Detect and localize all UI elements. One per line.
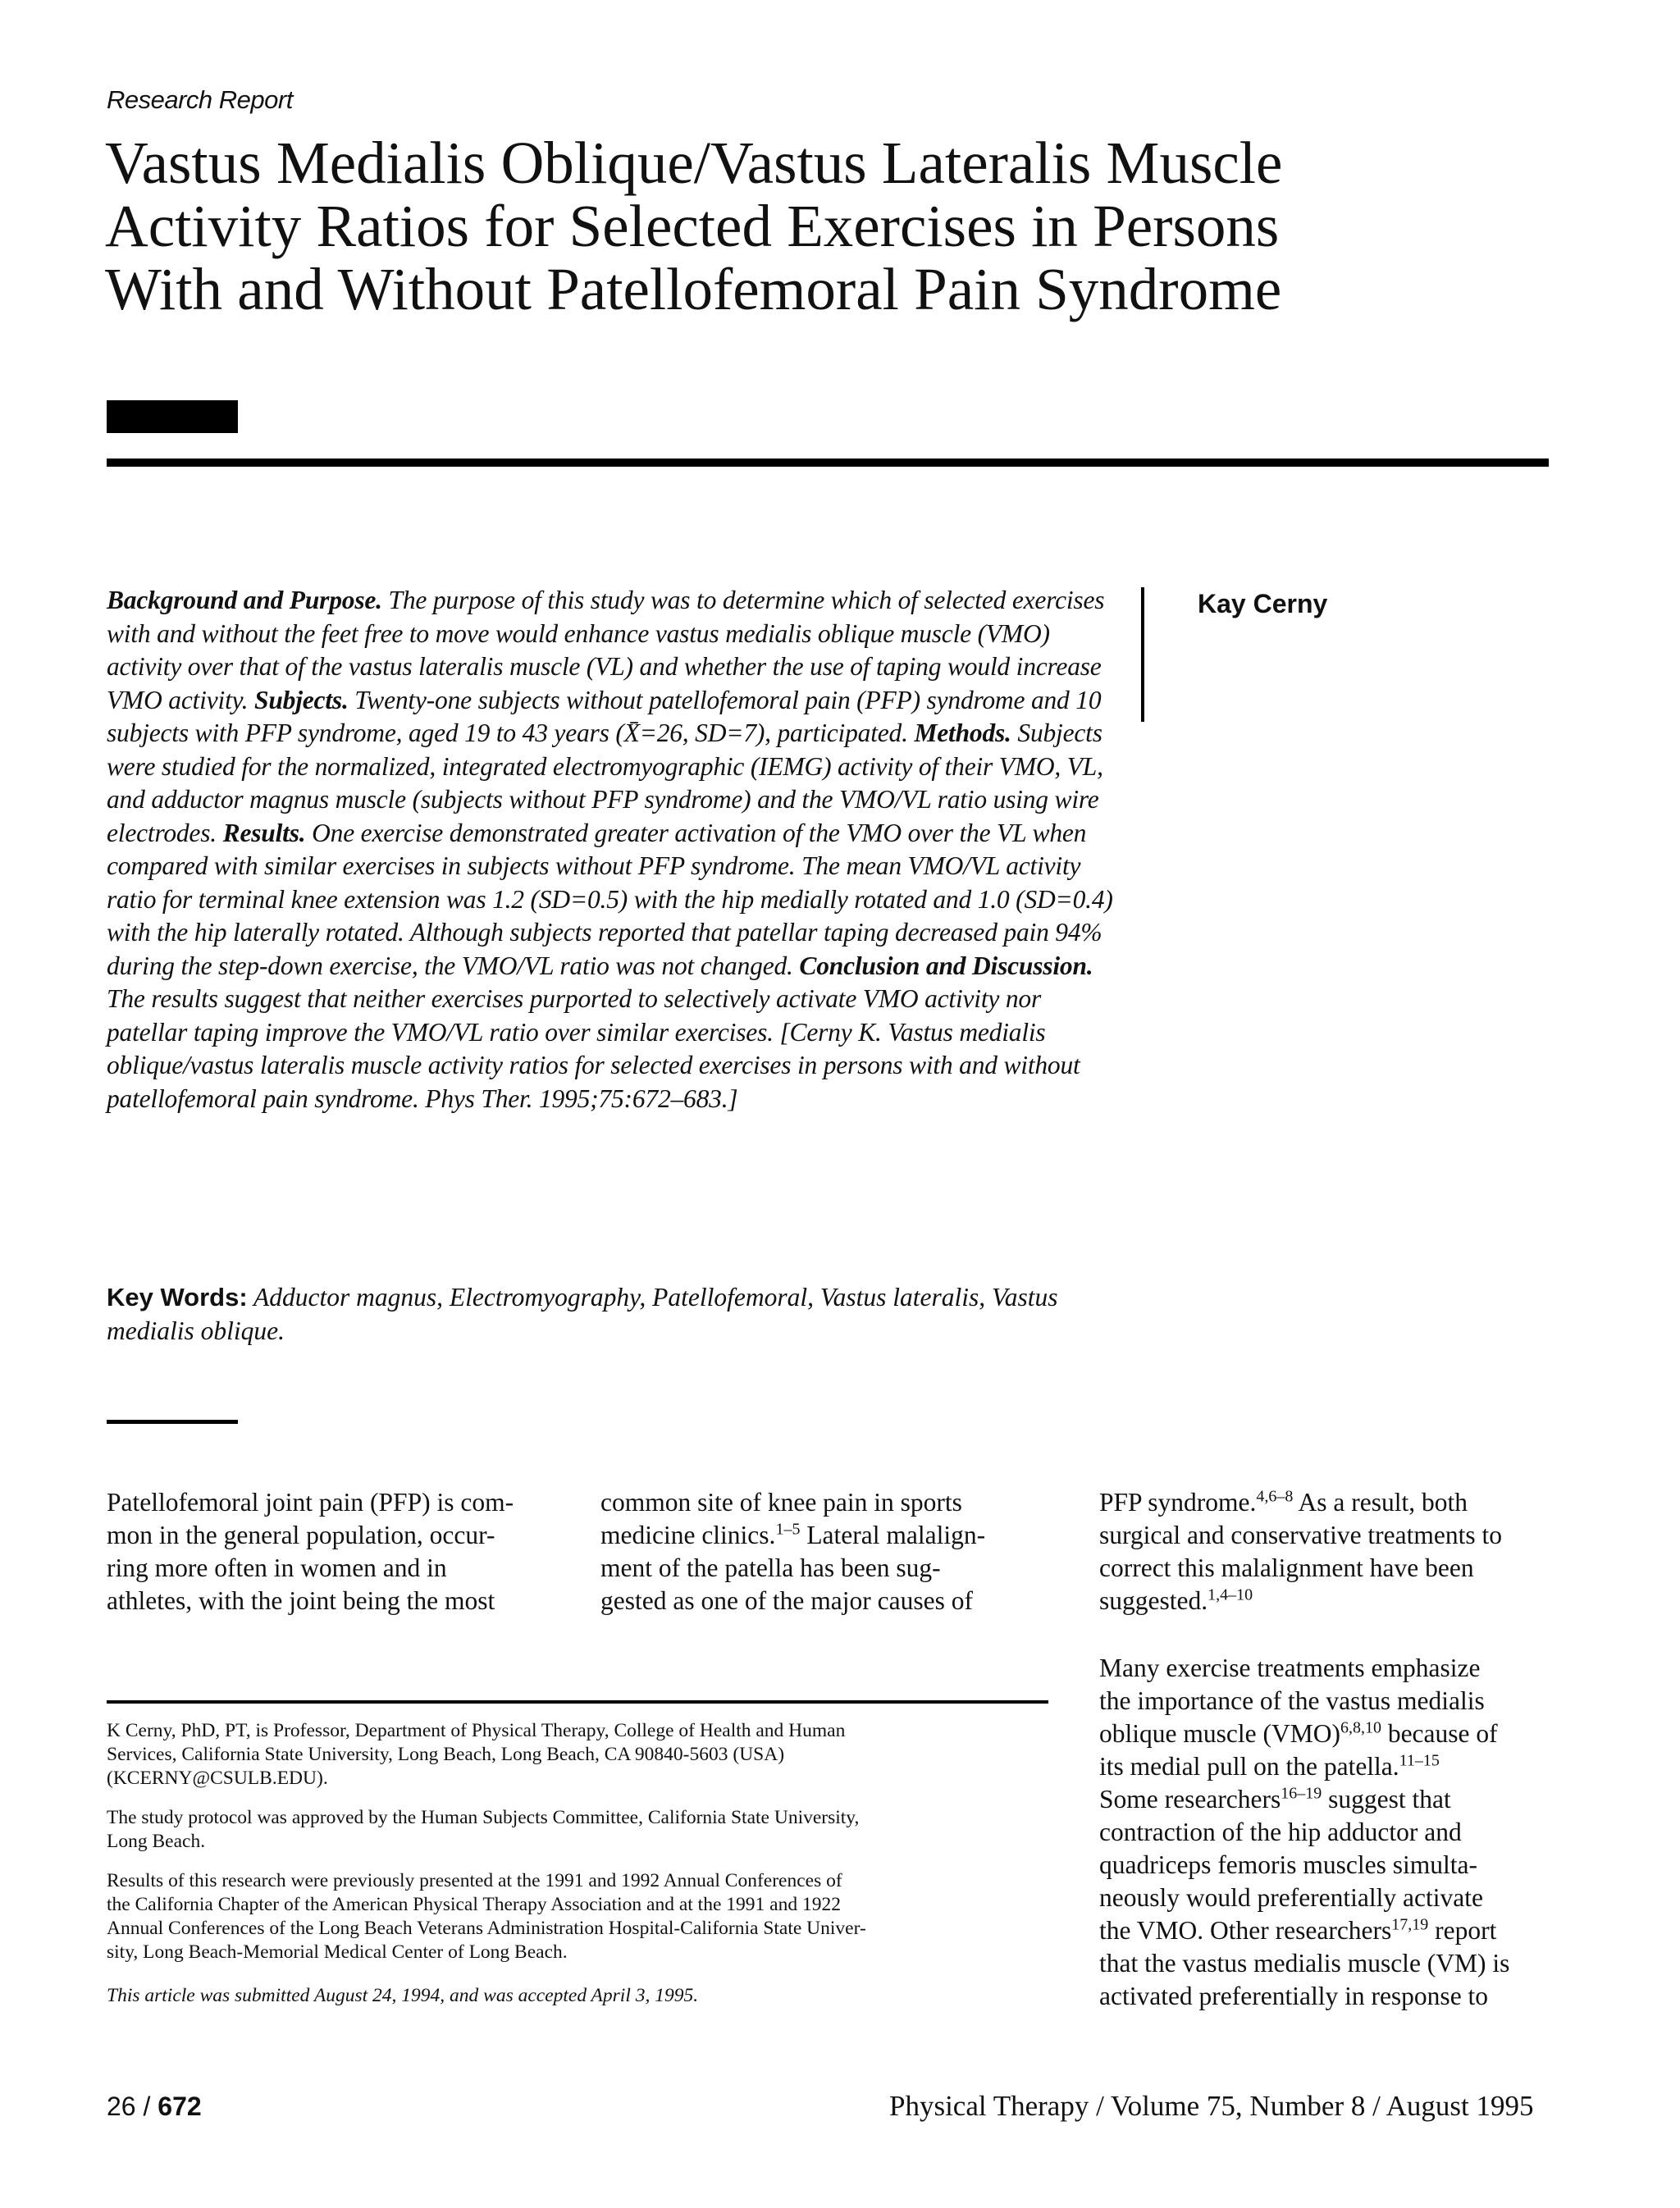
body-text: its medial pull on the patella. [1099, 1752, 1399, 1781]
abstract-results-text: One exercise demonstrated greater activation of the VMO over the VL when compared with similar exercises in subjects without PFP syndrome. The mean VMO/VL activity ratio for terminal knee extension was 1.2 (SD=0.5) with the hip medially rotated and 1.0 (SD=0.4) with the hip laterally rotated. Although subjects reported that patellar taping decreased pain 94% during the step-down exercise, the VMO/VL ratio was not changed. [107, 818, 1113, 980]
body-paragraph [1099, 1486, 1559, 1617]
body-line: ment of the patella has been sug- [600, 1553, 941, 1582]
body-line [1099, 1750, 1559, 1783]
keywords-text: Adductor magnus, Electromyography, Patellofemoral, Vastus lateralis, Vastus medialis oblique. [107, 1283, 1058, 1345]
abstract [107, 584, 1124, 1115]
footnotes [107, 1719, 1048, 2023]
body-column-3 [1099, 1486, 1559, 2013]
abstract-conclusion-heading: Conclusion and Discussion. [799, 951, 1093, 980]
body-text: Lateral malalign- [800, 1521, 986, 1549]
body-line [1099, 1783, 1559, 1816]
abstract-subjects-text: Twenty-one subjects without patellofemoral pain (PFP) syndrome and 10 subjects with PFP syndrome, aged 19 to 43 years (X̄=26, SD=7), participated. [107, 685, 1102, 747]
decorative-block [107, 400, 238, 433]
footnote-line: the California Chapter of the American Physical Therapy Association and at the 1991 and 1922 [107, 1894, 841, 1915]
body-text: suggest that [1322, 1785, 1451, 1813]
keywords-label: Key Words: [107, 1283, 248, 1312]
body-paragraph [1099, 1652, 1559, 2013]
body-line: athletes, with the joint being the most [107, 1586, 495, 1615]
abstract-methods-text: Subjects were studied for the normalized, integrated electromyographic (IEMG) activity of their VMO, VL, and adductor magnus muscle (subjects without PFP syndrome) and the VMO/VL ratio using wire electrodes. [107, 719, 1103, 847]
title-divider [107, 458, 1549, 467]
body-line [1099, 1914, 1559, 1947]
body-line: gested as one of the major causes of [600, 1586, 973, 1615]
body-line: quadriceps femoris muscles simulta- [1099, 1850, 1478, 1879]
body-text: As a result, both [1293, 1488, 1468, 1517]
body-line: the importance of the vastus medialis [1099, 1686, 1485, 1715]
body-text: Some researchers [1099, 1785, 1281, 1813]
body-line: correct this malalignment have been [1099, 1553, 1474, 1582]
author-divider [1141, 587, 1144, 722]
section-divider [107, 1420, 238, 1424]
footnote-approval [107, 1806, 1048, 1854]
body-line: common site of knee pain in sports [600, 1488, 962, 1517]
abstract-conclusion-text: The results suggest that neither exercises purported to selectively activate VMO activity nor patellar taping improve the VMO/VL ratio over similar exercises. [Cerny K. Vastus medialis oblique/vastus lateralis muscle activity ratios for selected exercises in persons with and without patellofemoral pain syndrome. Phys Ther. 1995;75:672–683.] [107, 984, 1080, 1113]
section-label: Research Report [107, 85, 293, 114]
body-line [600, 1519, 1060, 1552]
keywords [107, 1281, 1124, 1348]
citation-superscript: 4,6–8 [1256, 1487, 1294, 1506]
footnote-line: Services, California State University, Long Beach, Long Beach, CA 90840-5603 (USA) [107, 1744, 785, 1765]
body-line: contraction of the hip adductor and [1099, 1818, 1462, 1846]
journal-footer: Physical Therapy / Volume 75, Number 8 / August 1995 [889, 2090, 1534, 2122]
body-text: PFP syndrome. [1099, 1488, 1257, 1517]
body-text: because of [1381, 1719, 1498, 1748]
body-line [1099, 1486, 1559, 1519]
footnote-line: K Cerny, PhD, PT, is Professor, Department of Physical Therapy, College of Health and Human [107, 1720, 846, 1741]
body-line [1099, 1585, 1559, 1617]
footnote-presented [107, 1869, 1048, 1964]
body-column-1 [107, 1486, 566, 1617]
citation-superscript: 16–19 [1281, 1784, 1322, 1803]
footnote-line: Results of this research were previously presented at the 1991 and 1992 Annual Conferences of [107, 1870, 842, 1891]
body-line: mon in the general population, occur- [107, 1521, 495, 1549]
body-text: suggested. [1099, 1586, 1208, 1615]
footnote-line: Annual Conferences of the Long Beach Veterans Administration Hospital-California State Univer- [107, 1918, 866, 1939]
body-line: Patellofemoral joint pain (PFP) is com- [107, 1488, 514, 1517]
citation-superscript: 17,19 [1391, 1915, 1429, 1934]
body-text: oblique muscle (VMO) [1099, 1719, 1340, 1748]
footnote-line: sity, Long Beach-Memorial Medical Center of Long Beach. [107, 1941, 568, 1963]
body-text: the VMO. Other researchers [1099, 1916, 1392, 1945]
title-line: With and Without Patellofemoral Pain Syndrome [105, 256, 1282, 322]
body-line: activated preferentially in response to [1099, 1982, 1489, 2010]
body-text: report [1428, 1916, 1497, 1945]
body-line: surgical and conservative treatments to [1099, 1521, 1503, 1549]
title-line: Vastus Medialis Oblique/Vastus Lateralis Muscle [105, 130, 1283, 196]
footnote-line: The study protocol was approved by the Human Subjects Committee, California State University, [107, 1807, 860, 1828]
citation-superscript: 1,4–10 [1208, 1585, 1253, 1604]
body-line [1099, 1718, 1559, 1750]
footnote-submitted: This article was submitted August 24, 1994, and was accepted April 3, 1995. [107, 1985, 699, 2006]
abstract-subjects-heading: Subjects. [254, 685, 349, 714]
body-line: that the vastus medialis muscle (VM) is [1099, 1949, 1510, 1978]
body-line: neously would preferentially activate [1099, 1883, 1483, 1912]
body-text: medicine clinics. [600, 1521, 776, 1549]
abstract-background-text: The purpose of this study was to determine which of selected exercises with and without the feet free to move would enhance vastus medialis oblique muscle (VMO) activity over that of the vastus lateralis muscle (VL) and whether the use of taping would increase VMO activity. [107, 586, 1105, 714]
body-line: ring more often in women and in [107, 1553, 447, 1582]
citation-superscript: 6,8,10 [1340, 1718, 1381, 1737]
body-line: Many exercise treatments emphasize [1099, 1654, 1481, 1682]
footnote-affiliation [107, 1719, 1048, 1791]
body-column-2 [600, 1486, 1060, 1617]
footnote-divider [107, 1700, 1048, 1704]
abstract-background-heading: Background and Purpose. [107, 586, 382, 614]
title-line: Activity Ratios for Selected Exercises in Persons [105, 193, 1280, 259]
footnote-line: Long Beach. [107, 1831, 206, 1852]
abstract-results-heading: Results. [222, 818, 306, 847]
page-number-text: 26 / [107, 2092, 158, 2121]
footnote-line: (KCERNY@CSULB.EDU). [107, 1768, 328, 1789]
article-title [105, 131, 1549, 321]
citation-superscript: 11–15 [1399, 1751, 1440, 1770]
abstract-methods-heading: Methods. [914, 719, 1011, 747]
citation-superscript: 1–5 [775, 1520, 801, 1539]
author-name: Kay Cerny [1198, 589, 1328, 618]
page-number [107, 2092, 202, 2122]
page-number-bold: 672 [158, 2092, 202, 2121]
